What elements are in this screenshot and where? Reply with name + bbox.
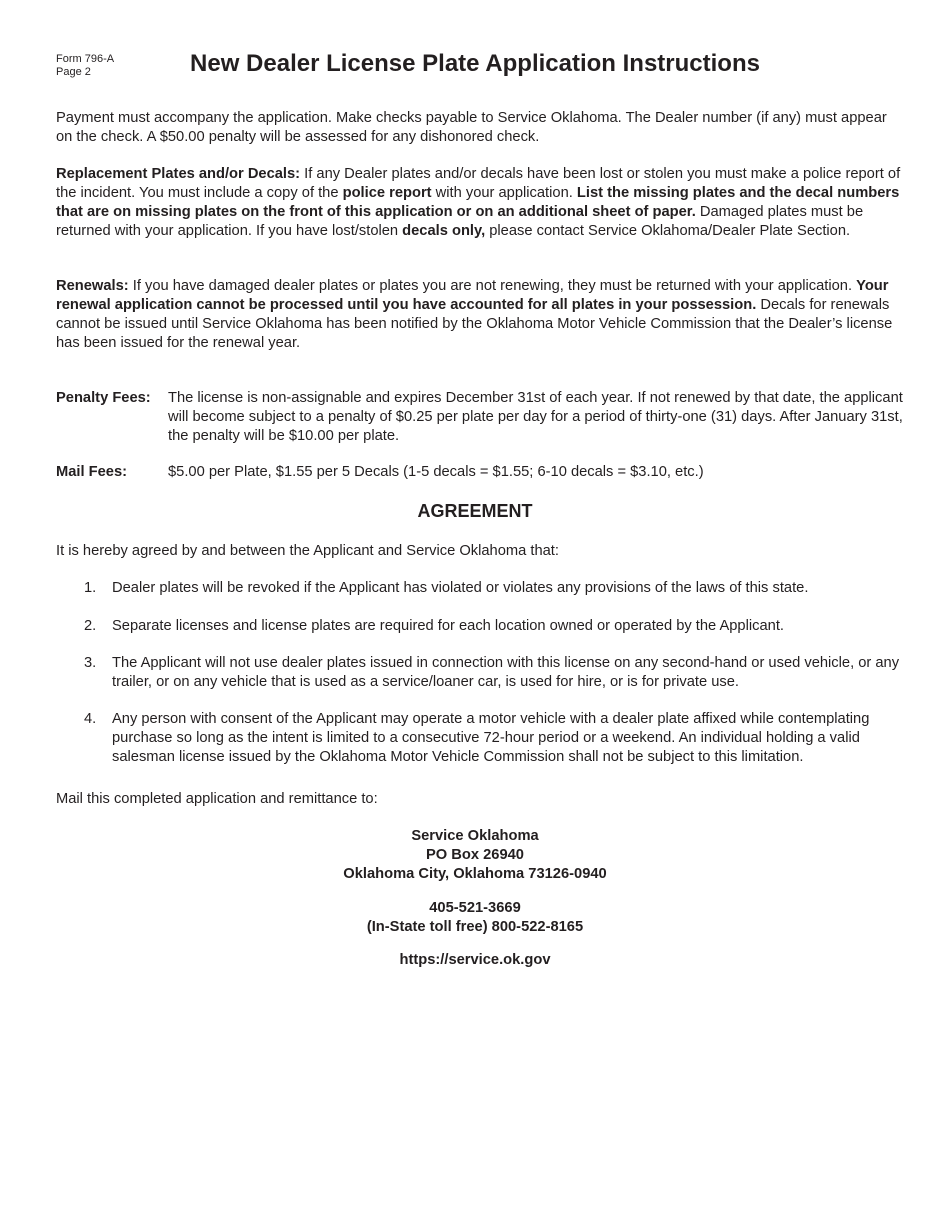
mailing-address — [0, 827, 950, 884]
website-link[interactable]: https://service.ok.gov — [399, 952, 551, 968]
item-text: Any person with consent of the Applicant may operate a motor vehicle with a dealer plate affixed while contemplating purchase so long as the intent is limited to a consecutive 72-hour period or a weekend. An individual holding a valid salesman license issued by the Oklahoma Motor Vehicle Commission shall not be subject to this limitation. — [112, 711, 870, 765]
po-box: PO Box 26940 — [426, 847, 524, 863]
payment-paragraph: Payment must accompany the application. Make checks payable to Service Oklahoma. The Dealer number (if any) must appear on the check. A $50.00 penalty will be assessed for any dishonored check. — [56, 110, 887, 145]
page-number: Page 2 — [56, 66, 91, 78]
mail-fees-label: Mail Fees: — [56, 464, 128, 480]
replacement-label: Replacement Plates and/or Decals: — [56, 166, 301, 182]
item-number: 2. — [84, 618, 97, 634]
item-number: 3. — [84, 655, 97, 671]
mailing-intro: Mail this completed application and remittance to: — [56, 791, 378, 807]
renewals-label: Renewals: — [56, 278, 129, 294]
item-text: Separate licenses and license plates are required for each location owned or operated by the Applicant. — [112, 618, 784, 634]
penalty-fees-text: The license is non-assignable and expires December 31st of each year. If not renewed by that date, the applicant will become subject to a penalty of $0.25 per plate per day for a period of thirty-one (31) days. After January 31st, the penalty will be $10.00 per plate. — [168, 390, 903, 444]
form-number: Form 796-A — [56, 53, 115, 65]
contact-phones — [0, 899, 950, 937]
replacement-paragraph: Replacement Plates and/or Decals: If any Dealer plates and/or decals have been lost or stolen you must make a police report of the incident. You must include a copy of the police report with your application. List the missing plates and the decal numbers that are on missing plates on the front of this application or on an additional sheet of paper. Damaged plates must be returned with your application. If you have lost/stolen decals only, please contact Service Oklahoma/Dealer Plate Section. — [56, 166, 901, 239]
recipient-name: Service Oklahoma — [411, 828, 539, 844]
city-state-zip: Oklahoma City, Oklahoma 73126-0940 — [343, 866, 607, 882]
phone-number: 405-521-3669 — [429, 900, 521, 916]
renewals-paragraph: Renewals: If you have damaged dealer plates or plates you are not renewing, they must be returned with your application. Your renewal application cannot be processed until you have accounted for all plates in your possession. Decals for renewals cannot be issued until Service Oklahoma has been notified by the Oklahoma Motor Vehicle Commission that the Dealer’s license has been issued for the renewal year. — [56, 278, 893, 351]
penalty-fees-label: Penalty Fees: — [56, 390, 151, 406]
item-number: 4. — [84, 711, 97, 727]
item-text: Dealer plates will be revoked if the Applicant has violated or violates any provisions of the laws of this state. — [112, 580, 809, 596]
item-number: 1. — [84, 580, 97, 596]
mail-fees-text: $5.00 per Plate, $1.55 per 5 Decals (1-5 decals = $1.55; 6-10 decals = $3.10, etc.) — [168, 464, 704, 480]
agreement-intro: It is hereby agreed by and between the Applicant and Service Oklahoma that: — [56, 543, 559, 559]
agreement-heading: AGREEMENT — [417, 501, 533, 521]
item-text: The Applicant will not use dealer plates issued in connection with this license on any second-hand or used vehicle, or any trailer, or on any vehicle that is used as a service/loaner car, is used for hire, or is for private use. — [112, 655, 900, 690]
toll-free-number: (In-State toll free) 800-522-8165 — [366, 919, 584, 935]
page-title: New Dealer License Plate Application Instructions — [190, 50, 760, 77]
